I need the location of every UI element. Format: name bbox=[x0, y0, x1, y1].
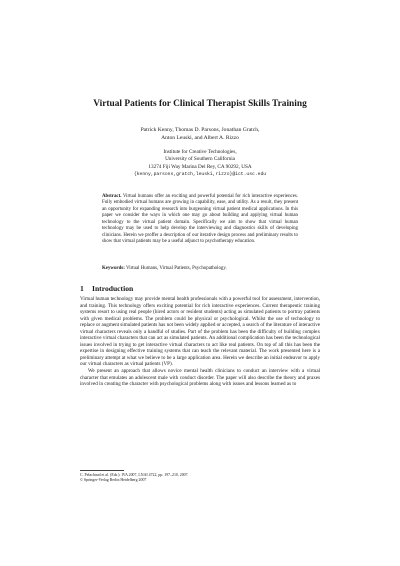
keywords-label: Keywords: bbox=[102, 266, 125, 271]
authors-line-1: Patrick Kenny, Thomas D. Parsons, Jonathan Gratch, bbox=[140, 127, 260, 133]
paragraph-1: Virtual human technology may provide mental health professionals with a powerful tool for assessment, intervention, and training. This technology offers exciting potential for rich interactive experiences. Current therapeutic training systems resort to using real people (hired actors or resident students) acting as simulated patients to portray patients with given medical problems. The problem could be physical or psychological. Whilst the use of technology to replace or augment simulated patients has not been widely applied or accepted, a search of the literature of interactive virtual characters reveals only a handful of studies. Part of the problem has been the difficulty of building complex interactive virtual characters that can act as simulated patients. An additional complication has been the technological issues involved in trying to get interactive virtual characters to act like real patients. On top of all this has been the expertise in designing effective training systems that can teach the relevant material. The work presented here is a preliminary attempt at what we believe to be a large application area. Herein we describe an initial endeavor to apply our virtual characters as virtual patients (VP). bbox=[80, 296, 321, 368]
affiliation-line-3: 13274 Fiji Way Marina Del Rey, CA 90292, USA bbox=[148, 163, 252, 170]
body-text bbox=[80, 296, 320, 388]
abstract bbox=[102, 194, 298, 246]
authors-line-2: Anton Leuski, and Albert A. Rizzo bbox=[161, 135, 239, 141]
footnote-divider bbox=[80, 470, 124, 471]
paper-title: Virtual Patients for Clinical Therapist Skills Training bbox=[93, 99, 307, 109]
section-heading bbox=[80, 284, 320, 293]
section-title: Introduction bbox=[92, 284, 134, 293]
paragraph-2: We present an approach that allows novice mental health clinicians to conduct an interview with a virtual character that emulates an adolescent male with conduct disorder. The paper will also describe the theory and praxes involved in creating the character with psychological problems along with issues and lessons learned as to bbox=[80, 368, 320, 388]
citation-footnote: C. Pelachaud et al. (Eds.): IVA 2007, LNAI 4722, pp. 197–210, 2007. bbox=[80, 473, 189, 477]
keywords bbox=[102, 266, 298, 272]
copyright-footnote: © Springer-Verlag Berlin Heidelberg 2007 bbox=[80, 478, 147, 483]
keywords-text: Virtual Humans, Virtual Patients, Psychopathology. bbox=[125, 266, 227, 271]
footnotes bbox=[80, 473, 320, 483]
affiliation-line-1: Institute for Creative Technologies, bbox=[163, 149, 237, 155]
affiliation-block bbox=[80, 149, 320, 179]
abstract-label: Abstract. bbox=[102, 194, 122, 199]
abstract-text: Virtual humans offer an exciting and powerful potential for rich interactive experiences. Fully embodied virtual humans are growing in capability, ease, and utility. As a result, they present an opportunity for expanding research into burgeoning virtual patient medical applications. In this paper we consider the ways in which one may go about building and applying virtual human technology to the virtual patient domain. Specifically we aim to show that virtual human technology may be used to help develop the interviewing and diagnostics skills of developing clinicians. Herein we proffer a description of our iterative design process and preliminary results to show that virtual patients may be a useful adjunct to psychotherapy education. bbox=[102, 194, 298, 245]
affiliation-line-2: University of Southern California bbox=[165, 156, 235, 163]
author-list bbox=[80, 126, 320, 142]
section-number: 1 bbox=[80, 284, 84, 293]
author-emails: {kenny,parsons,gratch,leuski,rizzo}@ict.usc.edu bbox=[133, 172, 267, 178]
